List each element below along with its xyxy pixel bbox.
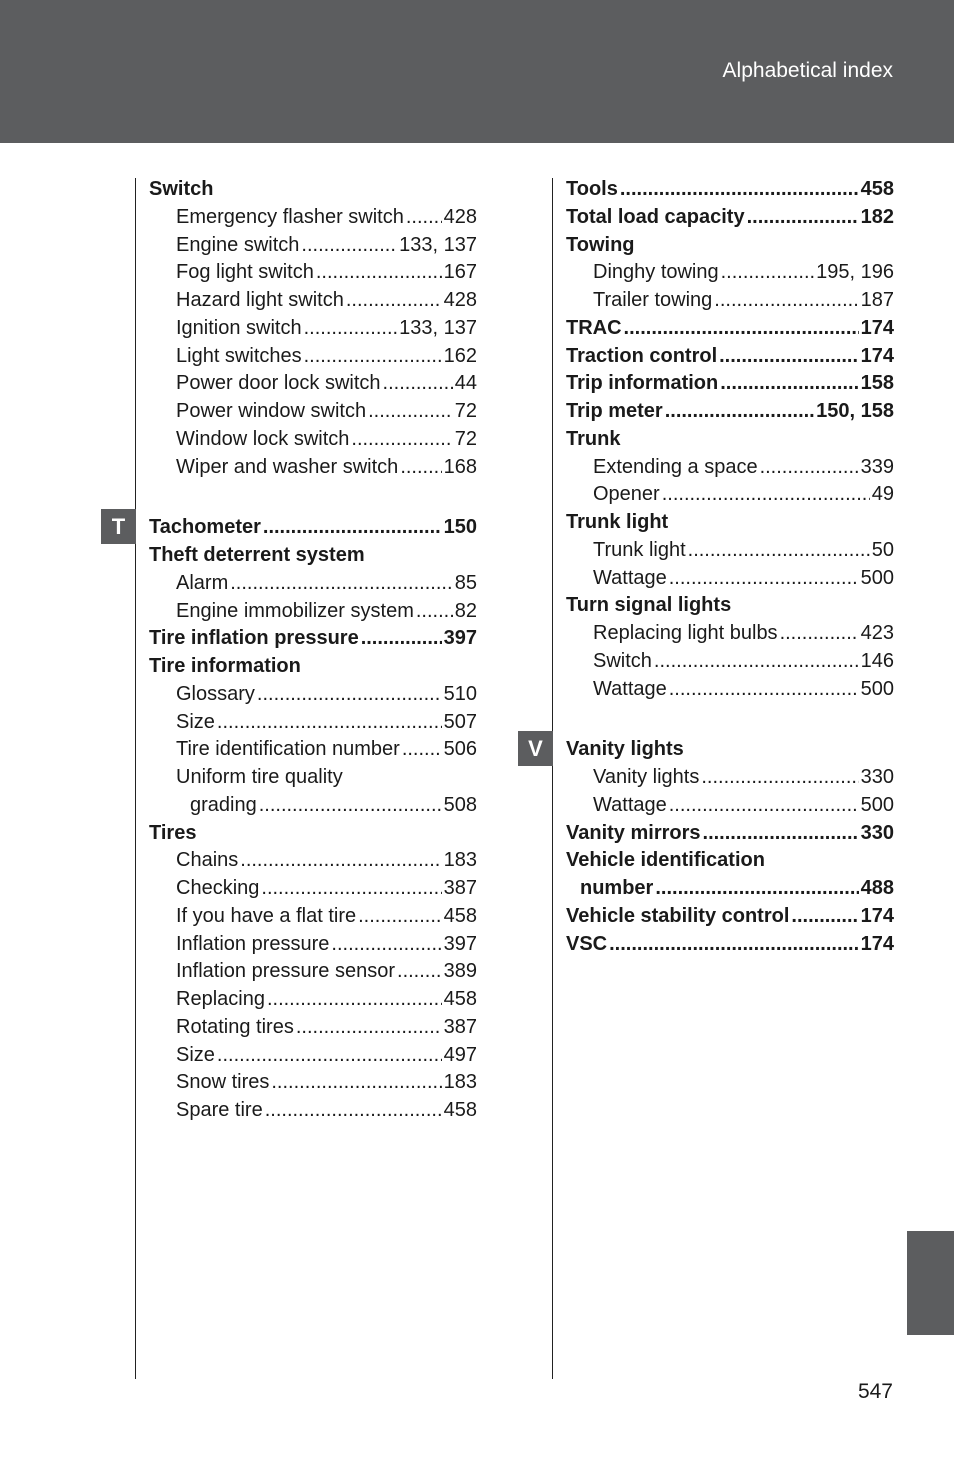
- dot-leader: [747, 204, 859, 232]
- entry-page-ref: 49: [871, 483, 894, 506]
- entry-page-ref: 510: [443, 682, 477, 705]
- entry-page-ref: 330: [860, 821, 894, 844]
- index-entry: [566, 592, 894, 620]
- letter-tab-v: V: [518, 731, 553, 766]
- index-entry: [149, 931, 477, 959]
- dot-leader: [624, 315, 859, 343]
- entry-page-ref: 500: [860, 566, 894, 589]
- index-entry: [149, 653, 477, 681]
- index-entry: [566, 232, 894, 260]
- dot-leader: [383, 370, 453, 398]
- entry-term: Glossary: [176, 682, 255, 705]
- entry-page-ref: 195, 196: [816, 261, 894, 284]
- dot-leader: [259, 792, 442, 820]
- entry-term: If you have a flat tire: [176, 904, 357, 927]
- entry-term: Size: [176, 710, 215, 733]
- index-entry: [149, 514, 477, 542]
- index-entry: [149, 204, 477, 232]
- index-entry: [149, 232, 477, 260]
- dot-leader: [654, 648, 859, 676]
- dot-leader: [665, 398, 814, 426]
- entry-term: Turn signal lights: [566, 594, 732, 617]
- entry-page-ref: 397: [443, 627, 477, 650]
- entry-term: number: [580, 877, 654, 899]
- index-entry: [149, 1069, 477, 1097]
- entry-page-ref: 174: [860, 904, 894, 927]
- dot-leader: [316, 259, 442, 287]
- entry-page-ref: 500: [860, 677, 894, 700]
- entry-page-ref: 389: [443, 960, 477, 983]
- dot-leader: [406, 204, 442, 232]
- entry-page-ref: 428: [443, 289, 477, 311]
- index-entry: [149, 598, 477, 626]
- index-entry: [149, 903, 477, 931]
- entry-term: Opener: [593, 483, 660, 506]
- entry-page-ref: 133, 137: [399, 233, 477, 256]
- entry-term: Size: [176, 1043, 215, 1066]
- entry-term: Vanity lights: [593, 766, 700, 788]
- section-gap: [149, 481, 477, 514]
- entry-term: Vehicle stability control: [566, 904, 790, 927]
- dot-leader: [361, 625, 442, 653]
- dot-leader: [669, 792, 859, 820]
- entry-term: Ignition switch: [176, 316, 302, 339]
- entry-term: Extending a space: [593, 455, 758, 478]
- index-entry: [566, 287, 894, 315]
- dot-leader: [791, 903, 858, 931]
- dot-leader: [301, 232, 397, 260]
- index-entry: [149, 958, 477, 986]
- entry-term: Replacing light bulbs: [593, 622, 778, 644]
- index-entry: [149, 542, 477, 570]
- index-entry: [566, 537, 894, 565]
- index-entry: [149, 736, 477, 764]
- dot-leader: [655, 875, 858, 903]
- entry-term: Power door lock switch: [176, 372, 381, 395]
- entry-page-ref: 508: [443, 793, 477, 816]
- dot-leader: [263, 514, 442, 542]
- index-entry: [566, 931, 894, 959]
- entry-page-ref: 339: [860, 455, 894, 478]
- index-entry: [566, 875, 894, 903]
- index-entry: [566, 565, 894, 593]
- index-entry: [149, 764, 477, 792]
- entry-term: Fog light switch: [176, 261, 314, 284]
- entry-term: Dinghy towing: [593, 261, 719, 284]
- dot-leader: [714, 287, 858, 315]
- entry-term: Rotating tires: [176, 1015, 294, 1038]
- index-entry: [149, 315, 477, 343]
- index-entry: [149, 820, 477, 848]
- dot-leader: [780, 620, 859, 648]
- entry-term: Tire information: [149, 655, 301, 677]
- index-entry: [566, 176, 894, 204]
- entry-page-ref: 174: [860, 344, 894, 367]
- entry-page-ref: 182: [860, 205, 894, 228]
- entry-page-ref: 458: [443, 988, 477, 1010]
- dot-leader: [400, 454, 441, 482]
- dot-leader: [257, 681, 442, 709]
- index-entry: [149, 681, 477, 709]
- index-entry: [149, 454, 477, 482]
- chapter-side-tab: [907, 1231, 954, 1335]
- index-entry: [149, 625, 477, 653]
- entry-term: Inflation pressure: [176, 932, 330, 955]
- dot-leader: [261, 875, 441, 903]
- dot-leader: [296, 1014, 442, 1042]
- entry-term: Light switches: [176, 344, 302, 367]
- index-entry: [566, 620, 894, 648]
- index-entry: [149, 1014, 477, 1042]
- entry-page-ref: 85: [454, 571, 477, 594]
- entry-term: Inflation pressure sensor: [176, 960, 396, 983]
- index-entry: [149, 176, 477, 204]
- entry-page-ref: 146: [860, 649, 894, 672]
- entry-term: grading: [190, 793, 257, 816]
- index-entry: [566, 259, 894, 287]
- entry-term: Trunk: [566, 427, 621, 450]
- entry-term: Trailer towing: [593, 289, 713, 311]
- entry-term: Towing: [566, 233, 635, 256]
- entry-term: Snow tires: [176, 1071, 270, 1094]
- index-entry: [566, 315, 894, 343]
- entry-term: Total load capacity: [566, 205, 745, 228]
- entry-page-ref: 458: [860, 178, 894, 200]
- dot-leader: [609, 931, 859, 959]
- entry-term: Theft deterrent system: [149, 544, 365, 566]
- entry-term: Engine switch: [176, 233, 300, 256]
- dot-leader: [669, 565, 859, 593]
- entry-term: Switch: [149, 178, 214, 200]
- entry-page-ref: 167: [443, 261, 477, 284]
- entry-page-ref: 500: [860, 793, 894, 816]
- entry-term: Vehicle identification: [566, 849, 765, 872]
- entry-term: Tools: [566, 178, 618, 200]
- dot-leader: [416, 598, 453, 626]
- index-entry: [566, 676, 894, 704]
- dot-leader: [703, 820, 859, 848]
- index-entry: [149, 792, 477, 820]
- dot-leader: [701, 764, 858, 792]
- dot-leader: [304, 343, 442, 371]
- entry-page-ref: 174: [860, 316, 894, 339]
- entry-page-ref: 174: [860, 932, 894, 955]
- index-entry: [149, 1042, 477, 1070]
- entry-page-ref: 162: [443, 344, 477, 367]
- dot-leader: [402, 736, 442, 764]
- entry-page-ref: 458: [443, 904, 477, 927]
- entry-term: Trip meter: [566, 400, 663, 422]
- dot-leader: [351, 426, 452, 454]
- entry-page-ref: 72: [454, 427, 477, 450]
- entry-term: Trip information: [566, 372, 719, 395]
- dot-leader: [720, 370, 858, 398]
- entry-term: Window lock switch: [176, 427, 350, 450]
- dot-leader: [265, 1097, 442, 1125]
- section-title: Alphabetical index: [722, 59, 893, 82]
- index-entry: [566, 903, 894, 931]
- left-column-rule: [135, 178, 136, 1379]
- index-entry: [149, 398, 477, 426]
- index-entry: [566, 847, 894, 875]
- dot-leader: [304, 315, 398, 343]
- entry-term: Wattage: [593, 793, 667, 816]
- index-entry: [149, 287, 477, 315]
- entry-term: Tachometer: [149, 516, 261, 539]
- index-entry: [566, 204, 894, 232]
- entry-page-ref: 44: [454, 372, 477, 395]
- index-entry: [149, 1097, 477, 1125]
- entry-page-ref: 428: [443, 205, 477, 228]
- entry-page-ref: 133, 137: [399, 316, 477, 339]
- entry-term: Emergency flasher switch: [176, 205, 404, 228]
- index-entry: [149, 343, 477, 371]
- dot-leader: [331, 931, 441, 959]
- index-entry: [566, 764, 894, 792]
- entry-term: Checking: [176, 877, 260, 899]
- letter-tab-t: T: [101, 509, 136, 544]
- entry-page-ref: 72: [454, 400, 477, 422]
- index-entry: [566, 343, 894, 371]
- entry-page-ref: 488: [860, 877, 894, 899]
- index-entry: [566, 481, 894, 509]
- entry-term: Tires: [149, 821, 197, 844]
- entry-term: Wiper and washer switch: [176, 455, 399, 478]
- entry-term: TRAC: [566, 316, 622, 339]
- index-column-right: [566, 176, 894, 958]
- entry-page-ref: 183: [443, 1071, 477, 1094]
- index-entry: [149, 709, 477, 737]
- index-entry: [566, 454, 894, 482]
- entry-term: Trunk light: [593, 538, 686, 561]
- dot-leader: [688, 537, 870, 565]
- entry-page-ref: 183: [443, 849, 477, 872]
- entry-page-ref: 158: [860, 372, 894, 395]
- entry-page-ref: 50: [871, 538, 894, 561]
- dot-leader: [662, 481, 870, 509]
- index-entry: [566, 370, 894, 398]
- entry-term: Tire inflation pressure: [149, 627, 359, 650]
- entry-term: Alarm: [176, 571, 229, 594]
- index-entry: [149, 986, 477, 1014]
- index-entry: [149, 847, 477, 875]
- entry-page-ref: 330: [860, 766, 894, 788]
- entry-page-ref: 82: [454, 599, 477, 622]
- entry-page-ref: 150, 158: [816, 400, 894, 422]
- entry-page-ref: 387: [443, 877, 477, 899]
- dot-leader: [358, 903, 442, 931]
- entry-page-ref: 150: [443, 516, 477, 539]
- entry-term: Traction control: [566, 344, 718, 367]
- index-entry: [566, 820, 894, 848]
- page-number: 547: [857, 1380, 893, 1403]
- entry-page-ref: 168: [443, 455, 477, 478]
- entry-page-ref: 506: [443, 738, 477, 761]
- index-column-left: [149, 176, 477, 1125]
- dot-leader: [669, 676, 859, 704]
- index-entry: [566, 426, 894, 454]
- entry-page-ref: 387: [443, 1015, 477, 1038]
- entry-term: Vanity mirrors: [566, 821, 701, 844]
- index-entry: [149, 570, 477, 598]
- entry-term: Wattage: [593, 566, 667, 589]
- dot-leader: [721, 259, 815, 287]
- dot-leader: [230, 570, 453, 598]
- dot-leader: [217, 709, 442, 737]
- dot-leader: [267, 986, 442, 1014]
- dot-leader: [346, 287, 442, 315]
- index-entry: [149, 875, 477, 903]
- entry-term: Power window switch: [176, 400, 367, 422]
- entry-term: Trunk light: [566, 511, 669, 533]
- entry-term: Spare tire: [176, 1099, 263, 1121]
- entry-term: VSC: [566, 932, 608, 955]
- index-entry: [566, 398, 894, 426]
- index-entry: [149, 259, 477, 287]
- entry-page-ref: 397: [443, 932, 477, 955]
- entry-term: Wattage: [593, 677, 667, 700]
- entry-page-ref: 187: [860, 289, 894, 311]
- right-column-rule: [552, 178, 553, 1379]
- section-gap: [566, 703, 894, 736]
- dot-leader: [397, 958, 442, 986]
- entry-page-ref: 497: [443, 1043, 477, 1066]
- index-entry: [566, 736, 894, 764]
- dot-leader: [760, 454, 859, 482]
- entry-term: Uniform tire quality: [176, 766, 343, 788]
- entry-term: Engine immobilizer system: [176, 599, 414, 622]
- index-entry: [149, 426, 477, 454]
- entry-term: Switch: [593, 649, 652, 672]
- index-entry: [566, 792, 894, 820]
- entry-page-ref: 423: [860, 622, 894, 644]
- entry-term: Replacing: [176, 988, 265, 1010]
- index-entry: [566, 509, 894, 537]
- page-header: [0, 0, 954, 143]
- index-entry: [566, 648, 894, 676]
- dot-leader: [217, 1042, 442, 1070]
- entry-term: Tire identification number: [176, 738, 400, 761]
- dot-leader: [240, 847, 441, 875]
- dot-leader: [368, 398, 453, 426]
- entry-term: Hazard light switch: [176, 289, 344, 311]
- dot-leader: [719, 343, 859, 371]
- dot-leader: [620, 176, 859, 204]
- entry-term: Vanity lights: [566, 738, 684, 761]
- entry-page-ref: 507: [443, 710, 477, 733]
- index-entry: [149, 370, 477, 398]
- entry-term: Chains: [176, 849, 239, 872]
- entry-page-ref: 458: [443, 1099, 477, 1121]
- dot-leader: [271, 1069, 441, 1097]
